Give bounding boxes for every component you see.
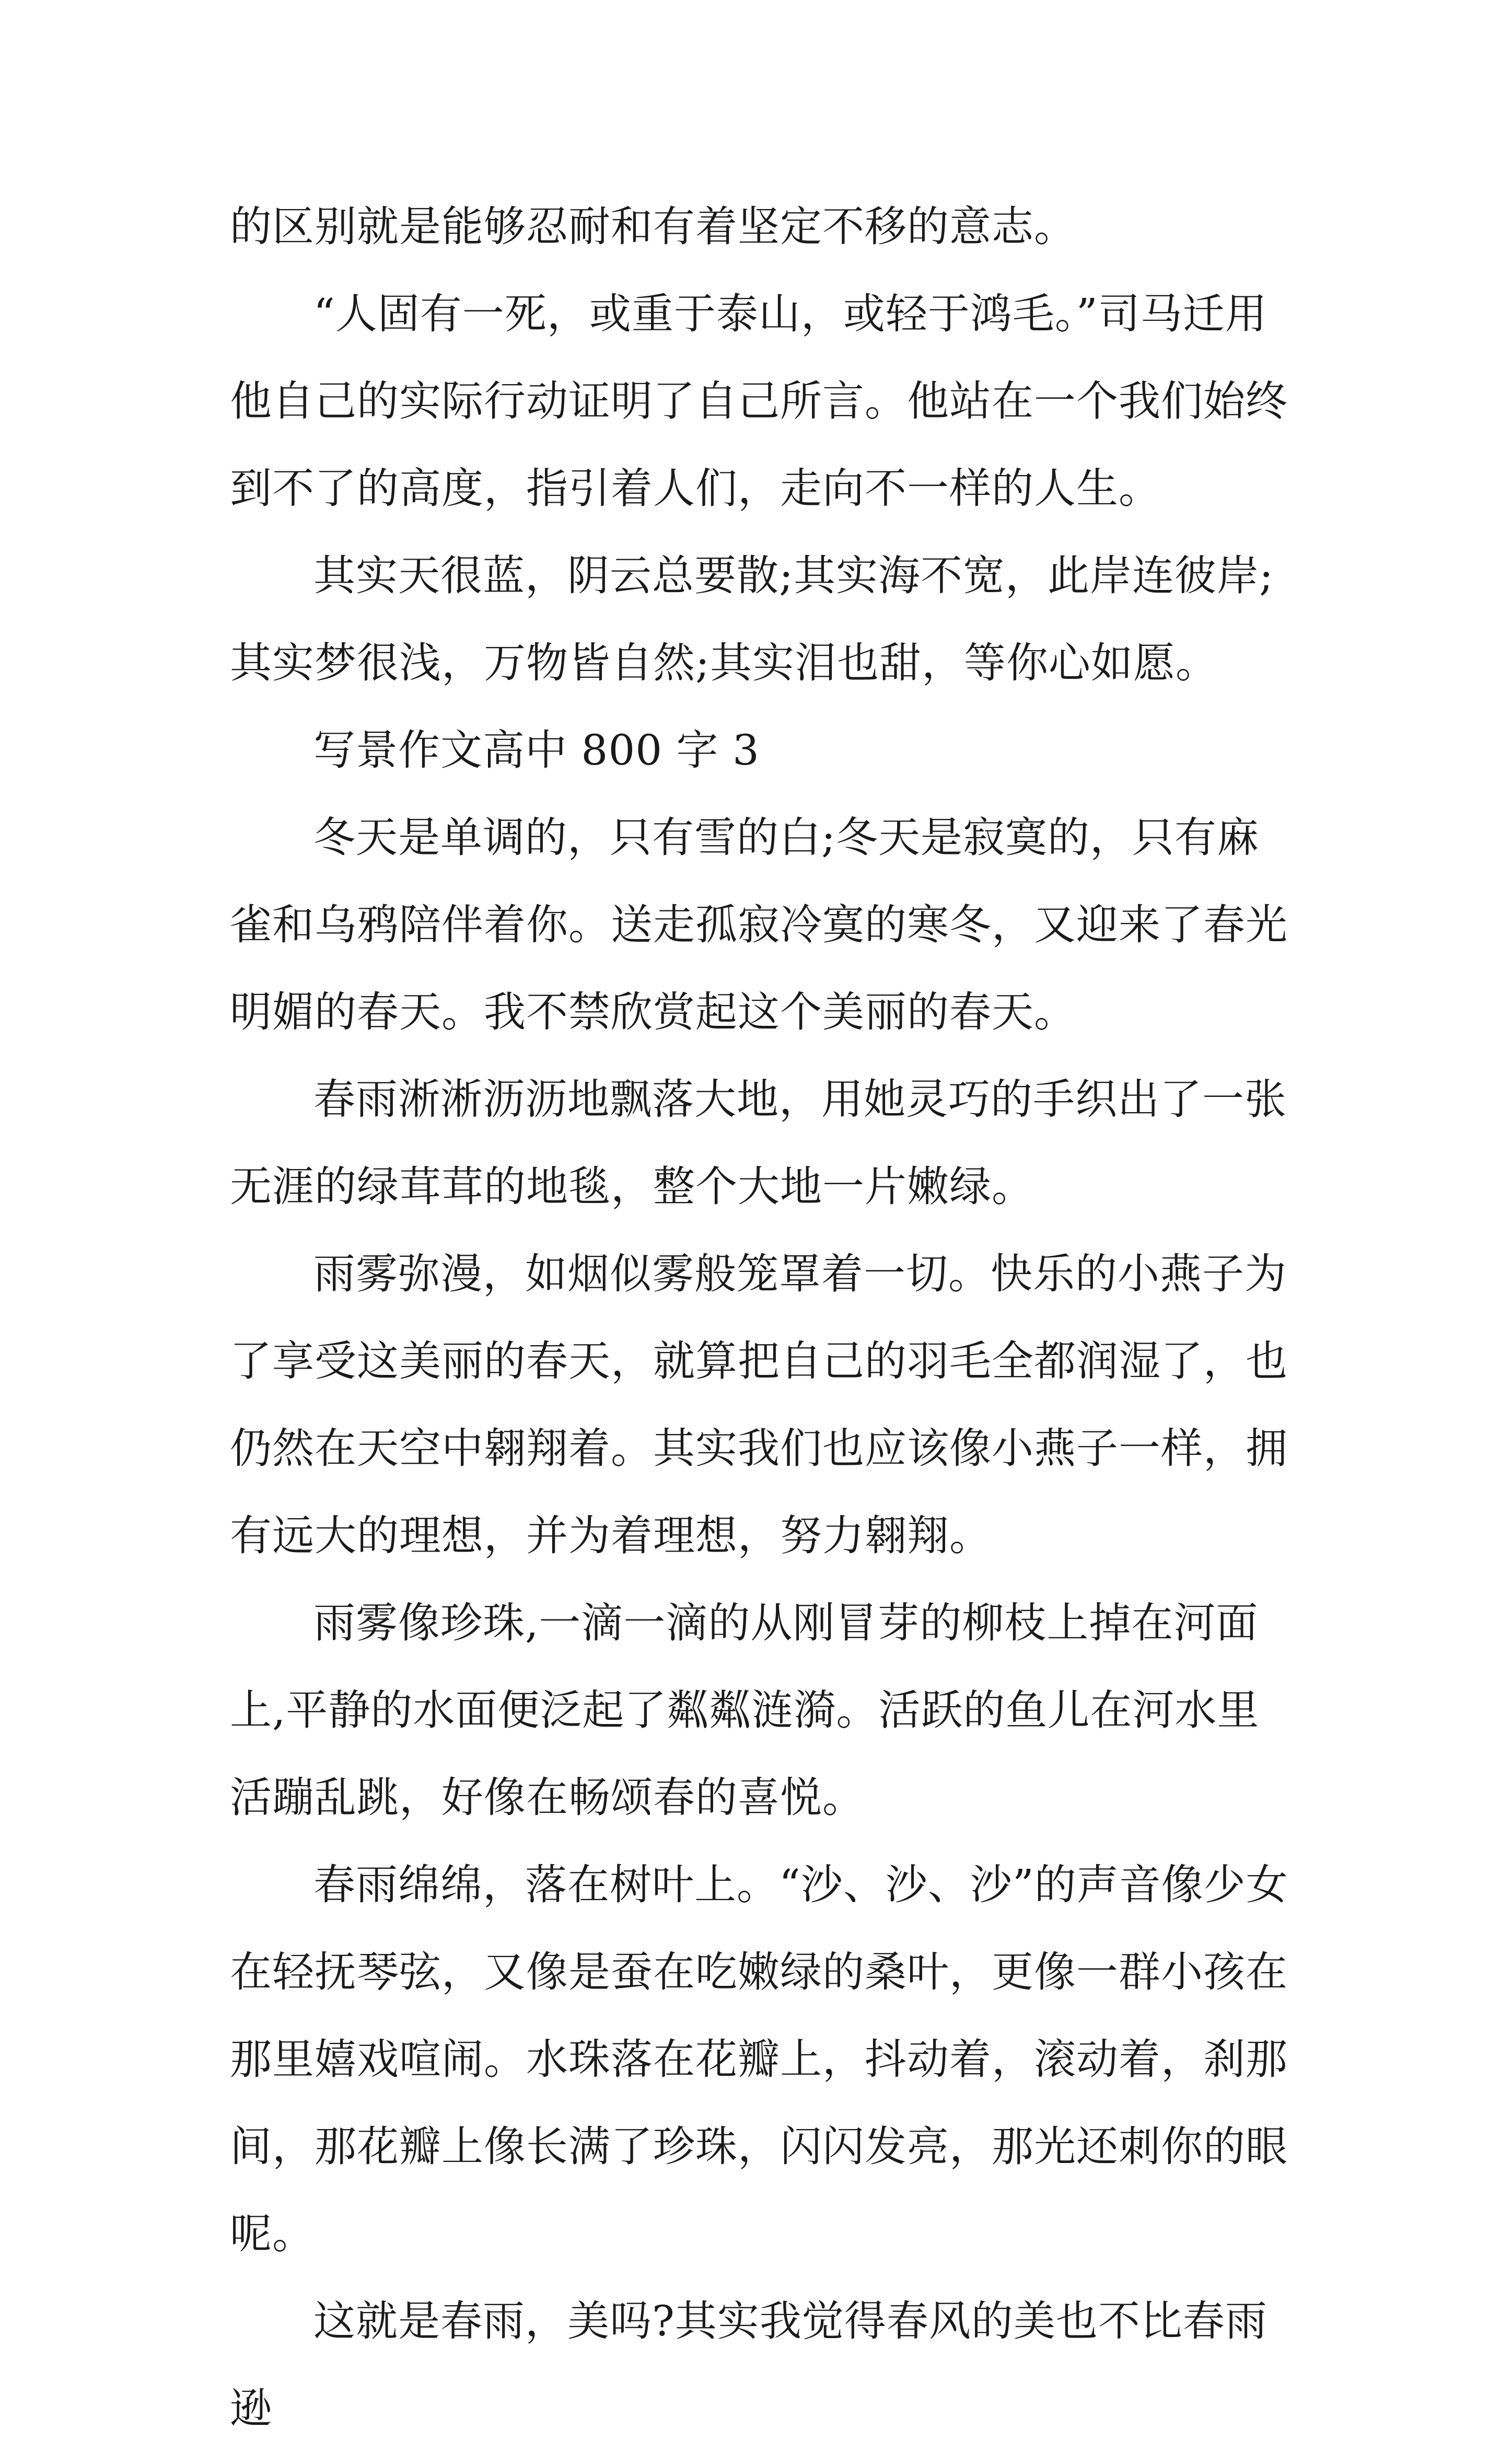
paragraph: 雨雾弥漫，如烟似雾般笼罩着一切。快乐的小燕子为了享受这美丽的春天，就算把自己的羽毛全都润湿了，也仍然在天空中翱翔着。其实我们也应该像小燕子一样，拥有远大的理想，并为着理想，努力翱翔。 [230, 1250, 1288, 1560]
paragraph: “人固有一死，或重于泰山，或轻于鸿毛。”司马迁用他自己的实际行动证明了自己所言。他站在一个我们始终到不了的高度，指引着人们，走向不一样的人生。 [230, 290, 1288, 513]
paragraph: 这就是春雨，美吗?其实我觉得春风的美也不比春雨逊 [230, 2297, 1267, 2433]
section-heading: 写景作文高中 800 字 3 [313, 726, 760, 774]
paragraph: 春雨淅淅沥沥地飘落大地，用她灵巧的手织出了一张无涯的绿茸茸的地毯，整个大地一片嫩绿。 [230, 1075, 1287, 1211]
paragraph: 的区别就是能够忍耐和有着坚定不移的意志。 [230, 202, 1076, 251]
paragraph: 春雨绵绵，落在树叶上。“沙、沙、沙”的声音像少女在轻抚琴弦，又像是蚕在吃嫩绿的桑叶，更像一群小孩在那里嬉戏喧闹。水珠落在花瓣上，抖动着，滚动着，刹那间，那花瓣上像长满了珍珠，闪闪发亮，那光还刺你的眼呢。 [230, 1860, 1288, 2258]
paragraph: 雨雾像珍珠,一滴一滴的从刚冒芽的柳枝上掉在河面上,平静的水面便泛起了粼粼涟漪。活跃的鱼儿在河水里活蹦乱跳，好像在畅颂春的喜悦。 [230, 1599, 1260, 1822]
paragraph: 冬天是单调的，只有雪的白;冬天是寂寞的，只有麻雀和乌鸦陪伴着你。送走孤寂冷寞的寒冬，又迎来了春光明媚的春天。我不禁欣赏起这个美丽的春天。 [230, 813, 1288, 1036]
document-body [230, 183, 1290, 2452]
paragraph: 其实天很蓝，阴云总要散;其实海不宽，此岸连彼岸;其实梦很浅，万物皆自然;其实泪也甜，等你心如愿。 [230, 551, 1274, 687]
